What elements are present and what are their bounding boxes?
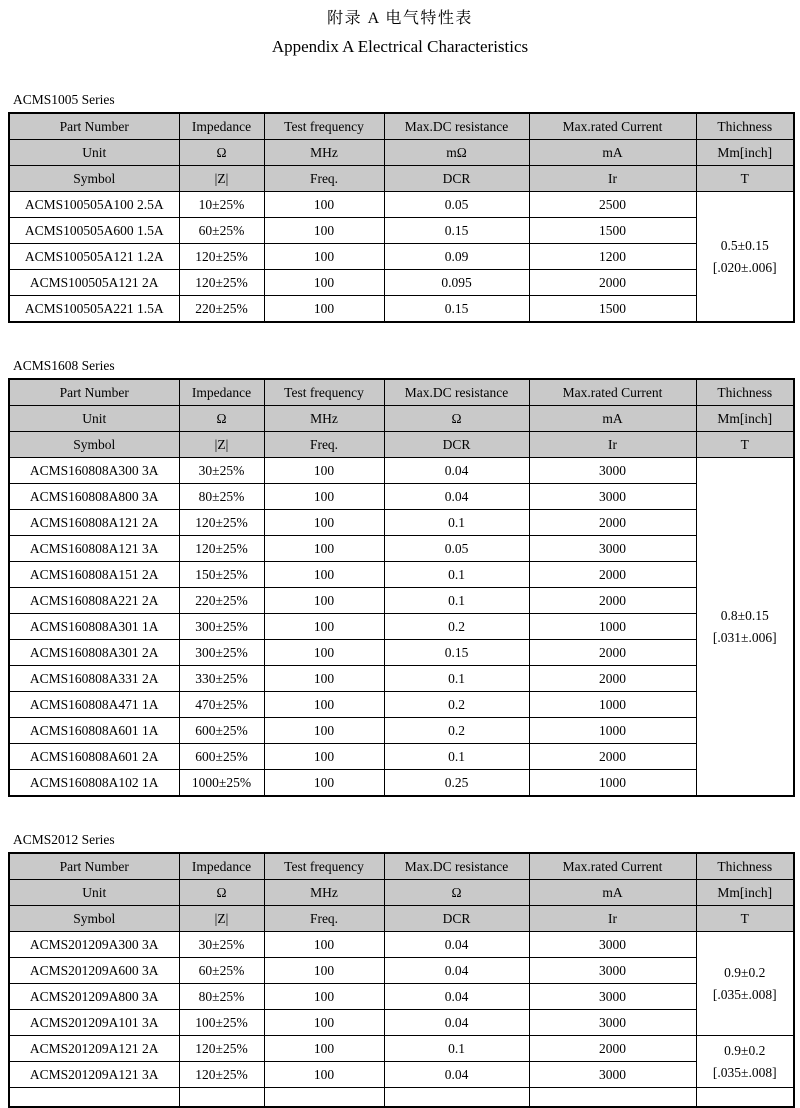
column-header-cell: Thichness	[696, 853, 794, 880]
symbol-cell: DCR	[384, 432, 529, 458]
data-row	[9, 984, 794, 1010]
unit-cell: MHz	[264, 140, 384, 166]
thickness-cell	[696, 458, 794, 797]
symbol-row	[9, 166, 794, 192]
page-subtitle: Appendix A Electrical Characteristics	[271, 37, 529, 56]
thickness-cell	[696, 1036, 794, 1088]
part-number-cell: ACMS160808A331 2A	[9, 666, 179, 692]
value-cell: 1500	[529, 218, 696, 244]
value-cell: 0.04	[384, 484, 529, 510]
partial-row	[9, 1088, 794, 1108]
value-cell: 120±25%	[179, 270, 264, 296]
value-cell: 100	[264, 536, 384, 562]
unit-cell: Ω	[179, 140, 264, 166]
value-cell: 100	[264, 666, 384, 692]
value-cell: 2000	[529, 510, 696, 536]
part-number-cell: ACMS100505A221 1.5A	[9, 296, 179, 323]
value-cell: 100	[264, 1036, 384, 1062]
spec-table-acms2012	[8, 852, 795, 1108]
unit-cell: mA	[529, 406, 696, 432]
value-cell: 1000	[529, 718, 696, 744]
part-number-cell: ACMS201209A800 3A	[9, 984, 179, 1010]
unit-row	[9, 880, 794, 906]
data-row	[9, 958, 794, 984]
value-cell: 0.04	[384, 458, 529, 484]
part-number-cell: ACMS201209A300 3A	[9, 932, 179, 958]
value-cell: 3000	[529, 536, 696, 562]
value-cell: 2500	[529, 192, 696, 218]
column-header-cell: Test frequency	[264, 853, 384, 880]
symbol-cell: Freq.	[264, 906, 384, 932]
symbol-row	[9, 906, 794, 932]
unit-cell: mΩ	[384, 140, 529, 166]
data-row	[9, 1010, 794, 1036]
value-cell: 100	[264, 744, 384, 770]
column-header-cell: Max.rated Current	[529, 853, 696, 880]
empty-cell	[696, 1088, 794, 1108]
empty-cell	[9, 1088, 179, 1108]
value-cell: 100	[264, 458, 384, 484]
value-cell: 0.04	[384, 932, 529, 958]
unit-cell: Ω	[179, 406, 264, 432]
thickness-line: [.035±.008]	[712, 986, 777, 1002]
thickness-line: 0.8±0.15	[720, 607, 769, 623]
unit-row	[9, 140, 794, 166]
value-cell: 0.05	[384, 536, 529, 562]
value-cell: 60±25%	[179, 958, 264, 984]
column-header-cell: Impedance	[179, 853, 264, 880]
unit-cell: Ω	[384, 880, 529, 906]
value-cell: 3000	[529, 1062, 696, 1088]
part-number-cell: ACMS160808A102 1A	[9, 770, 179, 797]
thickness-line: [.035±.008]	[712, 1064, 777, 1080]
part-number-cell: ACMS160808A221 2A	[9, 588, 179, 614]
value-cell: 30±25%	[179, 932, 264, 958]
value-cell: 0.1	[384, 666, 529, 692]
data-row	[9, 770, 794, 797]
part-number-cell: ACMS201209A121 3A	[9, 1062, 179, 1088]
column-header-cell: Part Number	[9, 113, 179, 140]
value-cell: 100	[264, 296, 384, 323]
column-header-cell: Thichness	[696, 113, 794, 140]
value-cell: 100	[264, 192, 384, 218]
symbol-cell: T	[696, 432, 794, 458]
part-number-cell: ACMS160808A300 3A	[9, 458, 179, 484]
data-row	[9, 640, 794, 666]
part-number-cell: ACMS201209A121 2A	[9, 1036, 179, 1062]
value-cell: 1000	[529, 770, 696, 797]
value-cell: 0.1	[384, 588, 529, 614]
value-cell: 2000	[529, 588, 696, 614]
unit-cell: Unit	[9, 406, 179, 432]
value-cell: 0.2	[384, 718, 529, 744]
unit-cell: MHz	[264, 406, 384, 432]
value-cell: 470±25%	[179, 692, 264, 718]
thickness-cell	[696, 192, 794, 323]
unit-row	[9, 406, 794, 432]
value-cell: 300±25%	[179, 614, 264, 640]
value-cell: 0.04	[384, 1010, 529, 1036]
data-row	[9, 536, 794, 562]
value-cell: 0.1	[384, 562, 529, 588]
value-cell: 0.15	[384, 296, 529, 323]
column-header-cell: Test frequency	[264, 113, 384, 140]
value-cell: 300±25%	[179, 640, 264, 666]
value-cell: 100	[264, 718, 384, 744]
symbol-cell: DCR	[384, 166, 529, 192]
value-cell: 600±25%	[179, 744, 264, 770]
series-label-acms2012: ACMS2012 Series	[13, 832, 115, 847]
value-cell: 100	[264, 932, 384, 958]
unit-cell: Unit	[9, 880, 179, 906]
value-cell: 1500	[529, 296, 696, 323]
value-cell: 2000	[529, 562, 696, 588]
part-number-cell: ACMS100505A600 1.5A	[9, 218, 179, 244]
column-header-cell: Part Number	[9, 379, 179, 406]
part-number-cell: ACMS160808A301 2A	[9, 640, 179, 666]
symbol-cell: Freq.	[264, 166, 384, 192]
value-cell: 100	[264, 244, 384, 270]
value-cell: 0.04	[384, 1062, 529, 1088]
page-title: 附录 A 电气特性表	[327, 10, 473, 27]
value-cell: 100	[264, 640, 384, 666]
value-cell: 1000	[529, 692, 696, 718]
value-cell: 100	[264, 484, 384, 510]
part-number-cell: ACMS100505A121 2A	[9, 270, 179, 296]
part-number-cell: ACMS160808A471 1A	[9, 692, 179, 718]
part-number-cell: ACMS160808A121 2A	[9, 510, 179, 536]
symbol-cell: Freq.	[264, 432, 384, 458]
part-number-cell: ACMS160808A601 1A	[9, 718, 179, 744]
series-section-acms1005	[8, 92, 793, 323]
value-cell: 0.095	[384, 270, 529, 296]
thickness-line: 0.9±0.2	[724, 1042, 766, 1058]
part-number-cell: ACMS201209A101 3A	[9, 1010, 179, 1036]
value-cell: 100	[264, 770, 384, 797]
value-cell: 100	[264, 958, 384, 984]
data-row	[9, 484, 794, 510]
value-cell: 3000	[529, 958, 696, 984]
value-cell: 3000	[529, 484, 696, 510]
value-cell: 3000	[529, 984, 696, 1010]
data-row	[9, 744, 794, 770]
value-cell: 30±25%	[179, 458, 264, 484]
unit-cell: mA	[529, 140, 696, 166]
column-header-cell: Impedance	[179, 113, 264, 140]
value-cell: 100	[264, 510, 384, 536]
symbol-cell: |Z|	[179, 906, 264, 932]
value-cell: 0.09	[384, 244, 529, 270]
value-cell: 100	[264, 614, 384, 640]
value-cell: 220±25%	[179, 588, 264, 614]
value-cell: 2000	[529, 1036, 696, 1062]
column-header-cell: Part Number	[9, 853, 179, 880]
column-header-cell: Max.DC resistance	[384, 853, 529, 880]
value-cell: 0.15	[384, 218, 529, 244]
symbol-cell: Symbol	[9, 432, 179, 458]
part-number-cell: ACMS160808A601 2A	[9, 744, 179, 770]
column-header-row	[9, 853, 794, 880]
symbol-cell: Symbol	[9, 906, 179, 932]
value-cell: 100	[264, 270, 384, 296]
data-row	[9, 614, 794, 640]
series-section-acms2012	[8, 832, 793, 1108]
value-cell: 3000	[529, 458, 696, 484]
value-cell: 0.04	[384, 958, 529, 984]
column-header-cell: Max.rated Current	[529, 379, 696, 406]
empty-cell	[179, 1088, 264, 1108]
data-row	[9, 218, 794, 244]
empty-cell	[529, 1088, 696, 1108]
value-cell: 60±25%	[179, 218, 264, 244]
part-number-cell: ACMS201209A600 3A	[9, 958, 179, 984]
symbol-cell: DCR	[384, 906, 529, 932]
value-cell: 120±25%	[179, 244, 264, 270]
value-cell: 0.1	[384, 510, 529, 536]
thickness-line: [.031±.006]	[712, 629, 777, 645]
value-cell: 0.04	[384, 984, 529, 1010]
unit-cell: MHz	[264, 880, 384, 906]
spec-table-acms1608	[8, 378, 795, 797]
value-cell: 80±25%	[179, 984, 264, 1010]
symbol-cell: Ir	[529, 432, 696, 458]
thickness-cell	[696, 932, 794, 1036]
thickness-line: 0.5±0.15	[720, 237, 769, 253]
value-cell: 120±25%	[179, 536, 264, 562]
value-cell: 100	[264, 1062, 384, 1088]
unit-cell: mA	[529, 880, 696, 906]
data-row	[9, 1036, 794, 1062]
data-row	[9, 588, 794, 614]
value-cell: 1000	[529, 614, 696, 640]
value-cell: 120±25%	[179, 510, 264, 536]
data-row	[9, 296, 794, 323]
data-row	[9, 510, 794, 536]
value-cell: 0.25	[384, 770, 529, 797]
data-row	[9, 458, 794, 484]
value-cell: 100	[264, 1010, 384, 1036]
symbol-cell: Symbol	[9, 166, 179, 192]
column-header-row	[9, 113, 794, 140]
data-row	[9, 718, 794, 744]
value-cell: 100	[264, 588, 384, 614]
data-row	[9, 562, 794, 588]
value-cell: 2000	[529, 666, 696, 692]
symbol-cell: Ir	[529, 166, 696, 192]
part-number-cell: ACMS100505A100 2.5A	[9, 192, 179, 218]
column-header-cell: Max.rated Current	[529, 113, 696, 140]
value-cell: 150±25%	[179, 562, 264, 588]
data-row	[9, 192, 794, 218]
data-row	[9, 1062, 794, 1088]
value-cell: 0.05	[384, 192, 529, 218]
column-header-cell: Test frequency	[264, 379, 384, 406]
unit-cell: Unit	[9, 140, 179, 166]
thickness-line: 0.9±0.2	[724, 964, 766, 980]
column-header-row	[9, 379, 794, 406]
tables-container	[0, 92, 800, 1108]
unit-cell: Mm[inch]	[696, 880, 794, 906]
column-header-cell: Max.DC resistance	[384, 379, 529, 406]
unit-cell: Ω	[179, 880, 264, 906]
part-number-cell: ACMS160808A800 3A	[9, 484, 179, 510]
column-header-cell: Impedance	[179, 379, 264, 406]
value-cell: 1000±25%	[179, 770, 264, 797]
value-cell: 220±25%	[179, 296, 264, 323]
part-number-cell: ACMS160808A301 1A	[9, 614, 179, 640]
empty-cell	[264, 1088, 384, 1108]
symbol-cell: |Z|	[179, 432, 264, 458]
value-cell: 100	[264, 692, 384, 718]
part-number-cell: ACMS160808A121 3A	[9, 536, 179, 562]
value-cell: 120±25%	[179, 1036, 264, 1062]
unit-cell: Mm[inch]	[696, 140, 794, 166]
symbol-row	[9, 432, 794, 458]
data-row	[9, 270, 794, 296]
unit-cell: Ω	[384, 406, 529, 432]
column-header-cell: Max.DC resistance	[384, 113, 529, 140]
value-cell: 100	[264, 218, 384, 244]
value-cell: 3000	[529, 932, 696, 958]
value-cell: 120±25%	[179, 1062, 264, 1088]
value-cell: 2000	[529, 744, 696, 770]
unit-cell: Mm[inch]	[696, 406, 794, 432]
data-row	[9, 692, 794, 718]
thickness-line: [.020±.006]	[712, 259, 777, 275]
value-cell: 100	[264, 984, 384, 1010]
value-cell: 2000	[529, 640, 696, 666]
spec-table-acms1005	[8, 112, 795, 323]
value-cell: 100	[264, 562, 384, 588]
data-row	[9, 932, 794, 958]
part-number-cell: ACMS160808A151 2A	[9, 562, 179, 588]
value-cell: 330±25%	[179, 666, 264, 692]
value-cell: 3000	[529, 1010, 696, 1036]
column-header-cell: Thichness	[696, 379, 794, 406]
value-cell: 0.2	[384, 614, 529, 640]
part-number-cell: ACMS100505A121 1.2A	[9, 244, 179, 270]
data-row	[9, 666, 794, 692]
value-cell: 1200	[529, 244, 696, 270]
data-row	[9, 244, 794, 270]
value-cell: 600±25%	[179, 718, 264, 744]
symbol-cell: T	[696, 906, 794, 932]
value-cell: 0.15	[384, 640, 529, 666]
series-label-acms1005: ACMS1005 Series	[13, 92, 115, 107]
series-section-acms1608	[8, 358, 793, 797]
value-cell: 0.1	[384, 744, 529, 770]
value-cell: 0.2	[384, 692, 529, 718]
series-label-acms1608: ACMS1608 Series	[13, 358, 115, 373]
value-cell: 2000	[529, 270, 696, 296]
symbol-cell: T	[696, 166, 794, 192]
value-cell: 0.1	[384, 1036, 529, 1062]
value-cell: 10±25%	[179, 192, 264, 218]
symbol-cell: |Z|	[179, 166, 264, 192]
empty-cell	[384, 1088, 529, 1108]
value-cell: 100±25%	[179, 1010, 264, 1036]
value-cell: 80±25%	[179, 484, 264, 510]
symbol-cell: Ir	[529, 906, 696, 932]
